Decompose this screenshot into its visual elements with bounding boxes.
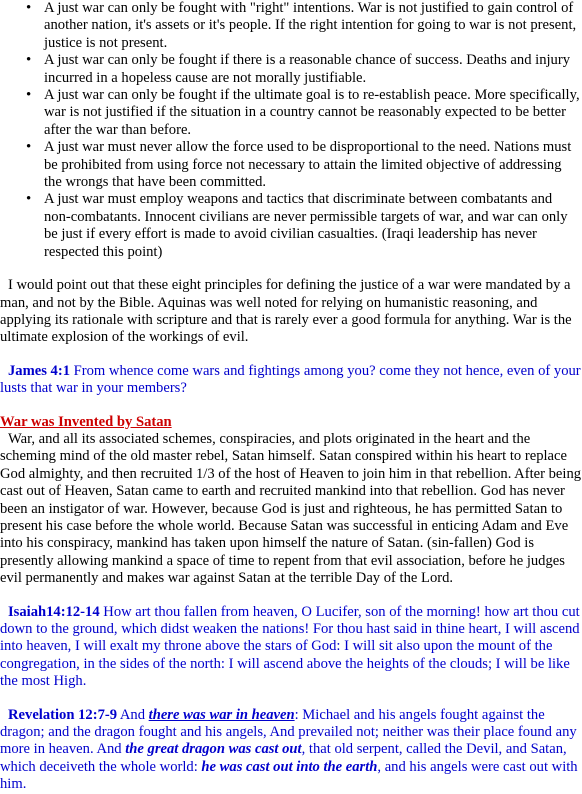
verse-text: : Michael and his angels fought against the dragon; and the dragon fought and his angels, And prevailed not; neither was their place found any more in heaven. And — [0, 706, 577, 758]
verse-text: How art thou fallen from heaven, O Lucifer, son of the morning! how art thou cut down to the ground, which didst weaken the nations! For thou hast said in thine heart, I will ascend into heaven, I will exalt my throne above the stars of God: I will sit also upon the mount of the congregation, in the sides of the north: I will ascend above the heights of the clouds; I will be like the most High. — [0, 603, 580, 690]
verse-reference: James 4:1 — [8, 362, 71, 379]
verse-reference: Revelation 12:7-9 — [8, 706, 118, 723]
verse-text: , and his angels were cast out with him. — [0, 758, 578, 793]
satan-paragraph: War, and all its associated schemes, conspiracies, and plots originated in the heart and the scheming mind of the old master rebel, Satan himself. Satan conspired within his heart to replace God almighty, and then recruited 1/3 of the host of Heaven to join him in that rebellion. After being cast out of Heaven, Satan came to earth and recruited mankind into that rebellion. God has never been an instigator of war. However, because God is just and righteous, he has permitted Satan to present his case before the whole world. Because Satan was successful in enticing Adam and Eve into his conspiracy, mankind has taken upon himself the nature of Satan. (sin-fallen) God is presently allowing mankind a space of time to repent from that evil association, before he judges evil permanently and makes war against Satan at the terrible Day of the Lord. — [0, 430, 582, 587]
verse-text: And — [117, 706, 149, 723]
list-item: • A just war must employ weapons and tactics that discriminate between combatants and non-combatants. Innocent civilians are never permissible targets of war, and war can only be just if every effort is made to avoid civilian casualties. (Iraqi leadership has never respected this point) — [44, 191, 582, 261]
just-war-criteria-list — [0, 0, 582, 261]
verse-reference: Isaiah14:12-14 — [8, 603, 100, 620]
verse-text: , that old serpent, called the Devil, and Satan, which deceiveth the whole world: — [0, 741, 567, 775]
list-item: • A just war can only be fought if there is a reasonable chance of success. Deaths and injury incurred in a hopeless cause are not morally justifiable. — [44, 52, 582, 87]
emphasis-text: the great dragon was cast out — [125, 741, 302, 758]
isaiah-verse — [0, 604, 582, 691]
section-heading: War was Invented by Satan — [0, 413, 172, 430]
aquinas-paragraph: I would point out that these eight principles for defining the justice of a war were mandated by a man, and not by the Bible. Aquinas was well noted for relying on humanistic reasoning, and applying its rationale with scripture and that is rarely ever a good formula for anything. War is the ultimate explosion of the workings of evil. — [0, 277, 572, 346]
list-item: • A just war can only be fought if the ultimate goal is to re-establish peace. More specifically, war is not justified if the situation in a country cannot be reasonably expected to be better after the war than before. — [44, 87, 582, 139]
list-item: • A just war must never allow the force used to be disproportional to the need. Nations must be prohibited from using force not necessary to attain the limited objective of addressing the wrongs that have been committed. — [44, 139, 582, 191]
list-item: • A just war can only be fought with "right" intentions. War is not justified to gain control of another nation, it's assets or it's people. If the right intention for going to war is not present, justice is not present. — [44, 0, 582, 52]
emphasis-text: there was war in heaven — [148, 706, 295, 723]
revelation-verse — [0, 707, 582, 794]
emphasis-text: he was cast out into the earth — [201, 758, 378, 775]
verse-text: From whence come wars and fightings among you? come they not hence, even of your lusts that war in your members? — [0, 362, 581, 397]
james-verse — [0, 363, 582, 398]
